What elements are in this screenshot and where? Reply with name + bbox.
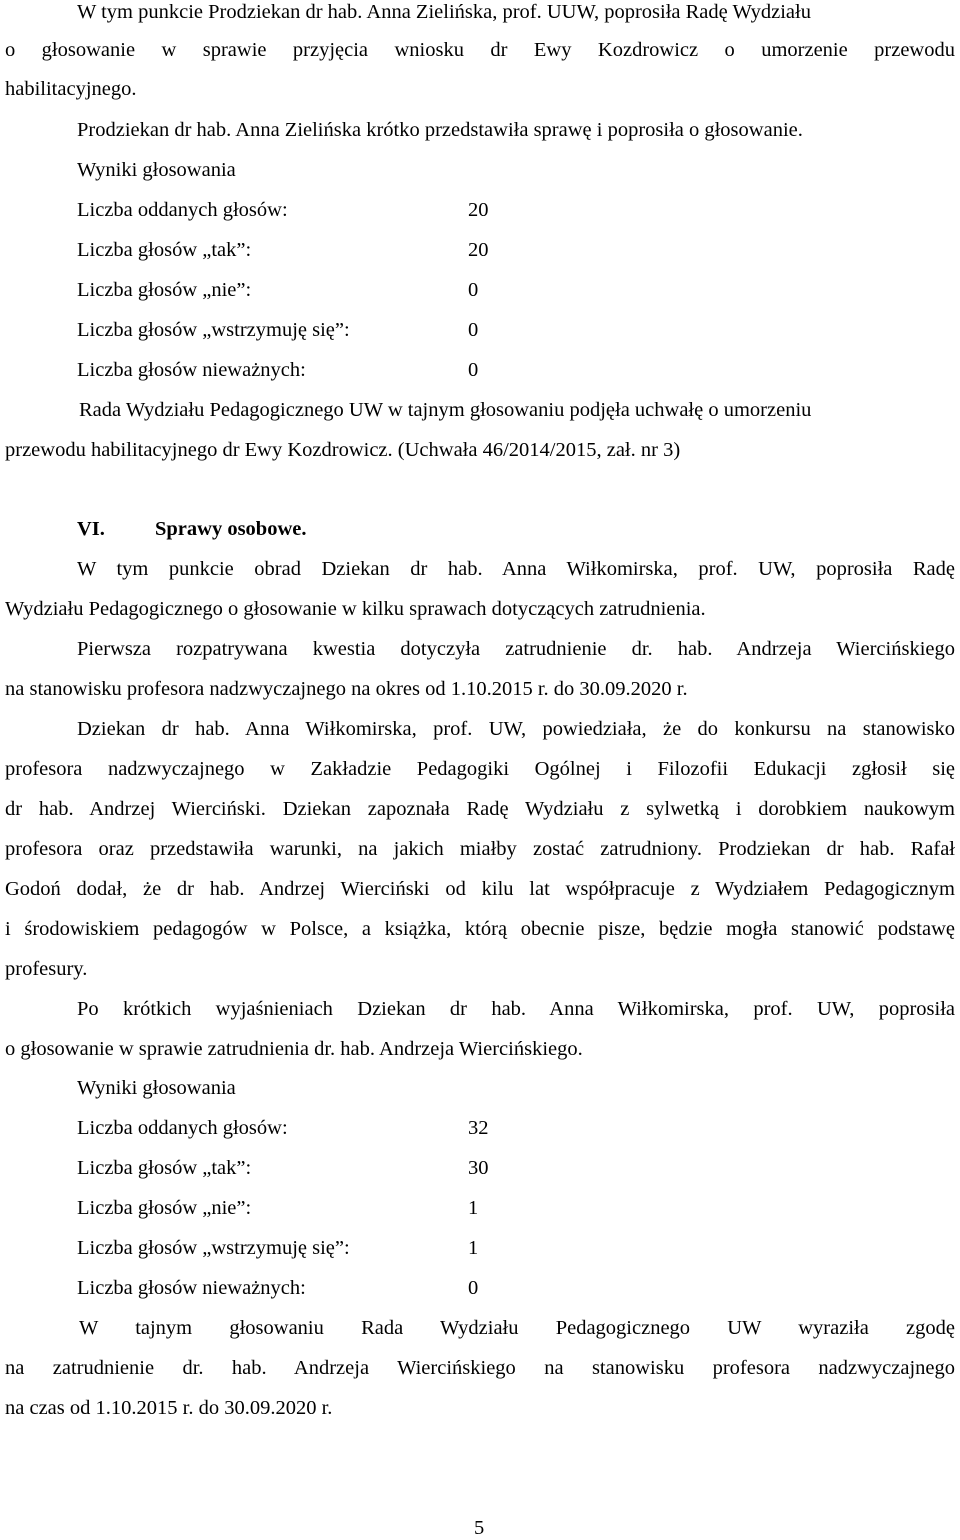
vote1-label-abstain: Liczba głosów „wstrzymuję się”: <box>77 319 350 341</box>
vote2-heading: Wyniki głosowania <box>77 1077 236 1099</box>
vote1-value-abstain: 0 <box>468 319 479 341</box>
vote1-value-cast: 20 <box>468 199 489 221</box>
vote1-label-yes: Liczba głosów „tak”: <box>77 239 252 261</box>
vote1-value-no: 0 <box>468 279 479 301</box>
section6-p4-line-2: o głosowanie w sprawie zatrudnienia dr. hab. Andrzeja Wiercińskiego. <box>5 1038 583 1060</box>
vote2-value-no: 1 <box>468 1197 479 1219</box>
vote2-value-cast: 32 <box>468 1117 489 1139</box>
section-number: VI. <box>77 518 105 540</box>
section6-p3-line-6: i środowiskiem pedagogów w Polsce, a książka, którą obecnie pisze, będzie mogła stanowić podstawę <box>5 918 955 940</box>
vote2-result-line-1: W tajnym głosowaniu Rada Wydziału Pedagogicznego UW wyraziła zgodę <box>79 1317 955 1339</box>
vote2-value-abstain: 1 <box>468 1237 479 1259</box>
intro-line-1: W tym punkcie Prodziekan dr hab. Anna Zielińska, prof. UUW, poprosiła Radę Wydziału <box>77 1 811 23</box>
section6-p1-line-1: W tym punkcie obrad Dziekan dr hab. Anna Wiłkomirska, prof. UW, poprosiła Radę <box>77 558 955 580</box>
intro-line-2: o głosowanie w sprawie przyjęcia wniosku dr Ewy Kozdrowicz o umorzenie przewodu <box>5 39 955 61</box>
vote2-label-yes: Liczba głosów „tak”: <box>77 1157 252 1179</box>
section6-p3-line-1: Dziekan dr hab. Anna Wiłkomirska, prof. UW, powiedziała, że do konkursu na stanowisko <box>77 718 955 740</box>
vote2-label-no: Liczba głosów „nie”: <box>77 1197 252 1219</box>
vote1-label-cast: Liczba oddanych głosów: <box>77 199 288 221</box>
vote1-value-yes: 20 <box>468 239 489 261</box>
vote2-result-line-2: na zatrudnienie dr. hab. Andrzeja Wiercińskiego na stanowisku profesora nadzwyczajnego <box>5 1357 955 1379</box>
vote1-value-invalid: 0 <box>468 359 479 381</box>
vote1-label-invalid: Liczba głosów nieważnych: <box>77 359 306 381</box>
intro-line-3: habilitacyjnego. <box>5 78 137 100</box>
section6-p3-line-5: Godoń dodał, że dr hab. Andrzej Wierciński od kilu lat współpracuje z Wydziałem Pedagogicznym <box>5 878 955 900</box>
vote1-result-line-2: przewodu habilitacyjnego dr Ewy Kozdrowicz. (Uchwała 46/2014/2015, zał. nr 3) <box>5 439 681 461</box>
section6-p3-line-4: profesora oraz przedstawiła warunki, na jakich miałby zostać zatrudniony. Prodziekan dr hab. Rafał <box>5 838 955 860</box>
section6-p3-line-2: profesora nadzwyczajnego w Zakładzie Pedagogiki Ogólnej i Filozofii Edukacji zgłosił się <box>5 758 955 780</box>
vote2-label-invalid: Liczba głosów nieważnych: <box>77 1277 306 1299</box>
vote2-label-cast: Liczba oddanych głosów: <box>77 1117 288 1139</box>
vote1-result-line-1: Rada Wydziału Pedagogicznego UW w tajnym głosowaniu podjęła uchwałę o umorzeniu <box>79 399 812 421</box>
section6-p3-line-7: profesury. <box>5 958 88 980</box>
section6-p1-line-2: Wydziału Pedagogicznego o głosowanie w kilku sprawach dotyczących zatrudnienia. <box>5 598 706 620</box>
intro-line-4: Prodziekan dr hab. Anna Zielińska krótko przedstawiła sprawę i poprosiła o głosowanie. <box>77 119 803 141</box>
page-number: 5 <box>474 1517 485 1539</box>
vote2-result-line-3: na czas od 1.10.2015 r. do 30.09.2020 r. <box>5 1397 333 1419</box>
vote1-heading: Wyniki głosowania <box>77 159 236 181</box>
section6-p2-line-1: Pierwsza rozpatrywana kwestia dotyczyła zatrudnienie dr. hab. Andrzeja Wiercińskiego <box>77 638 955 660</box>
section6-p4-line-1: Po krótkich wyjaśnieniach Dziekan dr hab. Anna Wiłkomirska, prof. UW, poprosiła <box>77 998 955 1020</box>
section6-p2-line-2: na stanowisku profesora nadzwyczajnego na okres od 1.10.2015 r. do 30.09.2020 r. <box>5 678 688 700</box>
vote2-label-abstain: Liczba głosów „wstrzymuję się”: <box>77 1237 350 1259</box>
vote2-value-invalid: 0 <box>468 1277 479 1299</box>
section-title: Sprawy osobowe. <box>155 518 307 540</box>
section6-p3-line-3: dr hab. Andrzej Wierciński. Dziekan zapoznała Radę Wydziału z sylwetką i dorobkiem naukowym <box>5 798 955 820</box>
vote1-label-no: Liczba głosów „nie”: <box>77 279 252 301</box>
vote2-value-yes: 30 <box>468 1157 489 1179</box>
